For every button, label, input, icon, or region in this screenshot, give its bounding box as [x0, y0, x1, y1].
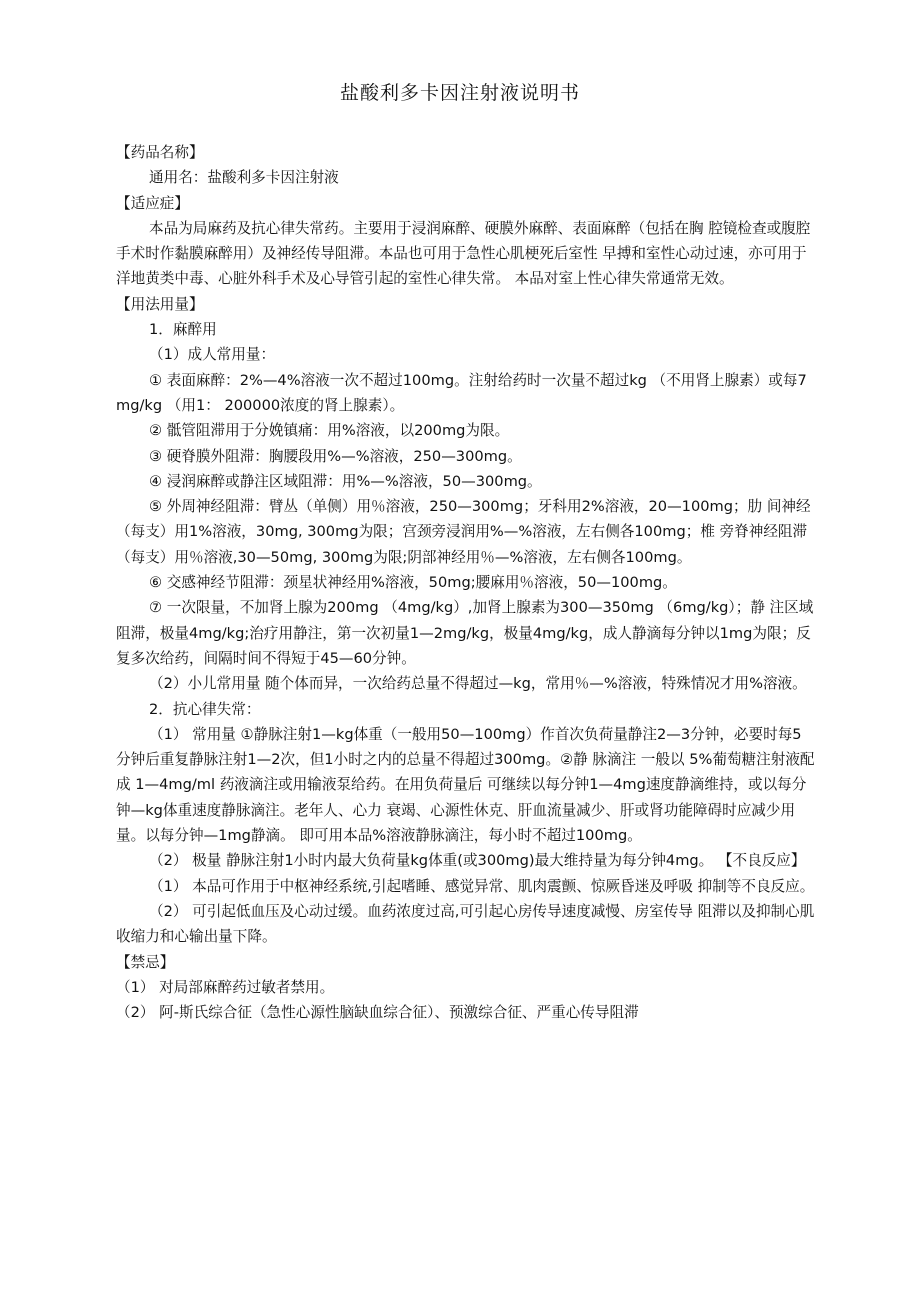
- paragraph: ⑥ 交感神经节阻滞：颈星状神经用%溶液，50mg;腰麻用％溶液，50—100mg。: [149, 574, 677, 592]
- paragraph: （1） 对局部麻醉药过敏者禁用。: [116, 978, 335, 996]
- paragraph: （1）成人常用量：: [149, 346, 276, 364]
- paragraph: ① 表面麻醉：2%—4%溶液一次不超过100mg。注射给药时一次量不超过kg （不用肾上腺素）或每7mg/kg （用1： 200000浓度的肾上腺素）。: [116, 371, 807, 414]
- paragraph: 1．麻醉用: [149, 321, 217, 339]
- paragraph: 通用名：盐酸利多卡因注射液: [149, 169, 339, 187]
- paragraph: ② 骶管阻滞用于分娩镇痛：用%溶液，以200mg为限。: [149, 422, 510, 440]
- paragraph: （2） 极量 静脉注射1小时内最大负荷量kg体重(或300mg)最大维持量为每分钟4mg。 【不良反应】: [149, 852, 806, 870]
- paragraph: 2．抗心律失常：: [149, 700, 261, 718]
- paragraph: ⑦ 一次限量，不加肾上腺为200mg （4mg/kg）,加肾上腺素为300—350mg （6mg/kg）；静 注区域阻滞，极量4mg/kg;治疗用静注，第一次初量1—2mg/kg，极量4mg/kg，成人静滴每分钟以1mg为限；反复多次给药，间隔时间不得短于45—60分钟。: [116, 599, 814, 667]
- paragraph: （2）小儿常用量 随个体而异，一次给药总量不得超过—kg，常用％—%溶液，特殊情况才用%溶液。: [149, 675, 807, 693]
- document-title: 盐酸利多卡因注射液说明书: [339, 82, 580, 104]
- document-body: [116, 140, 816, 1025]
- paragraph: （2） 阿-斯氏综合征（急性心源性脑缺血综合征）、预激综合征、严重心传导阻滞: [116, 1004, 639, 1022]
- section-heading: 【适应症】: [116, 194, 189, 212]
- section-heading: 【禁忌】: [116, 953, 175, 971]
- section-heading: 【药品名称】: [116, 144, 204, 161]
- paragraph: 本品为局麻药及抗心律失常药。主要用于浸润麻醉、硬膜外麻醉、表面麻醉（包括在胸 腔镜检查或腹腔手术时作黏膜麻醉用）及神经传导阻滞。本品也可用于急性心肌梗死后室性 早搏和室性心动过速，亦可用于洋地黄类中毒、心脏外科手术及心导管引起的室性心律失常。 本品对室上性心律失常通常无效。: [116, 219, 811, 288]
- paragraph: ④ 浸润麻醉或静注区域阻滞：用%—%溶液，50—300mg。: [149, 472, 542, 490]
- section-heading: 【用法用量】: [116, 295, 204, 313]
- paragraph: ⑤ 外周神经阻滞：臂丛（单侧）用％溶液，250—300mg；牙科用2%溶液，20—100mg；肋 间神经（每支）用1%溶液，30mg, 300mg为限；宫颈旁浸润用%—%溶液，左右侧各100mg；椎 旁脊神经阻滞（每支）用％溶液,30—50mg, 300mg为限;阴部神经用％—%溶液，左右侧各100mg。: [116, 498, 811, 566]
- paragraph: （2） 可引起低血压及心动过缓。血药浓度过高,可引起心房传导速度减慢、房室传导 阻滞以及抑制心肌收缩力和心输出量下降。: [116, 902, 815, 946]
- paragraph: ③ 硬脊膜外阻滞：胸腰段用%—%溶液，250—300mg。: [149, 447, 522, 465]
- paragraph: （1） 本品可作用于中枢神经系统,引起嗜睡、感觉异常、肌肉震颤、惊厥昏迷及呼吸 抑制等不良反应。: [149, 877, 815, 895]
- paragraph: （1） 常用量 ①静脉注射1—kg体重（一般用50—100mg）作首次负荷量静注2—3分钟，必要时每5分钟后重复静脉注射1—2次，但1小时之内的总量不得超过300mg。②静 脉滴注 一般以 5%葡萄糖注射液配成 1—4mg/ml 药液滴注或用输液泵给药。在用负荷量后 可继续以每分钟1—4mg速度静滴维持，或以每分钟—kg体重速度静脉滴注。老年人、心力 衰竭、心源性休克、肝血流量减少、肝或肾功能障碍时应减少用量。以每分钟—1mg静滴。 即可用本品%溶液静脉滴注，每小时不超过100mg。: [116, 725, 815, 845]
